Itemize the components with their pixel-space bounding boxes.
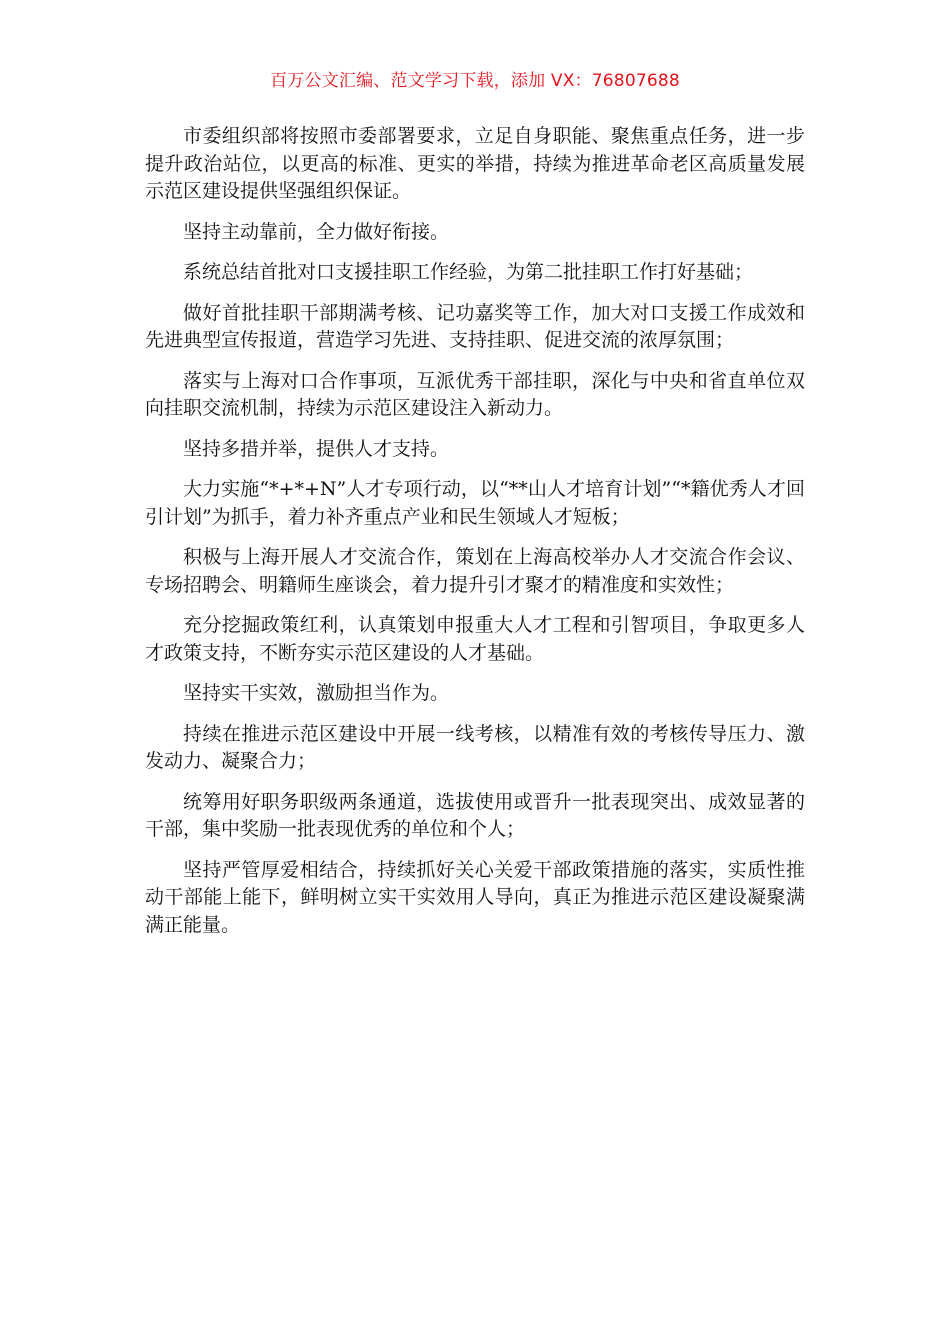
section-heading-3: 坚持实干实效，激励担当作为。 <box>183 682 450 704</box>
paragraph: 持续在推进示范区建设中开展一线考核，以精准有效的考核传导压力、激发动力、凝聚合力； <box>145 722 805 772</box>
paragraph: 充分挖掘政策红利，认真策划申报重大人才工程和引智项目，争取更多人才政策支持，不断夯实示范区建设的人才基础。 <box>145 614 805 664</box>
paragraph: 落实与上海对口合作事项，互派优秀干部挂职，深化与中央和省直单位双向挂职交流机制，持续为示范区建设注入新动力。 <box>145 369 805 419</box>
paragraph-intro: 市委组织部将按照市委部署要求，立足自身职能、聚焦重点任务，进一步提升政治站位，以更高的标准、更实的举措，持续为推进革命老区高质量发展示范区建设提供坚强组织保证。 <box>145 125 805 202</box>
paragraph: 积极与上海开展人才交流合作，策划在上海高校举办人才交流合作会议、专场招聘会、明籍师生座谈会，着力提升引才聚才的精准度和实效性； <box>145 546 805 596</box>
section-heading-1: 坚持主动靠前，全力做好衔接。 <box>183 220 450 243</box>
paragraph: 坚持严管厚爱相结合，持续抓好关心关爱干部政策措施的落实，实质性推动干部能上能下，鲜明树立实干实效用人导向，真正为推进示范区建设凝聚满满正能量。 <box>145 858 805 936</box>
document-body <box>145 123 805 952</box>
paragraph: 做好首批挂职干部期满考核、记功嘉奖等工作，加大对口支援工作成效和先进典型宣传报道，营造学习先进、支持挂职、促进交流的浓厚氛围； <box>145 301 805 351</box>
section-heading-2: 坚持多措并举，提供人才支持。 <box>183 437 450 460</box>
paragraph: 系统总结首批对口支援挂职工作经验，为第二批挂职工作打好基础； <box>183 261 754 283</box>
header-banner: 百万公文汇编、范文学习下载，添加 VX：76807688 <box>270 71 680 91</box>
paragraph: 大力实施“*+*+N”人才专项行动，以“**山人才培育计划”“*籍优秀人才回引计划”为抓手，着力补齐重点产业和民生领域人才短板； <box>145 478 805 528</box>
paragraph: 统筹用好职务职级两条通道，选拔使用或晋升一批表现突出、成效显著的干部，集中奖励一批表现优秀的单位和个人； <box>145 790 805 840</box>
